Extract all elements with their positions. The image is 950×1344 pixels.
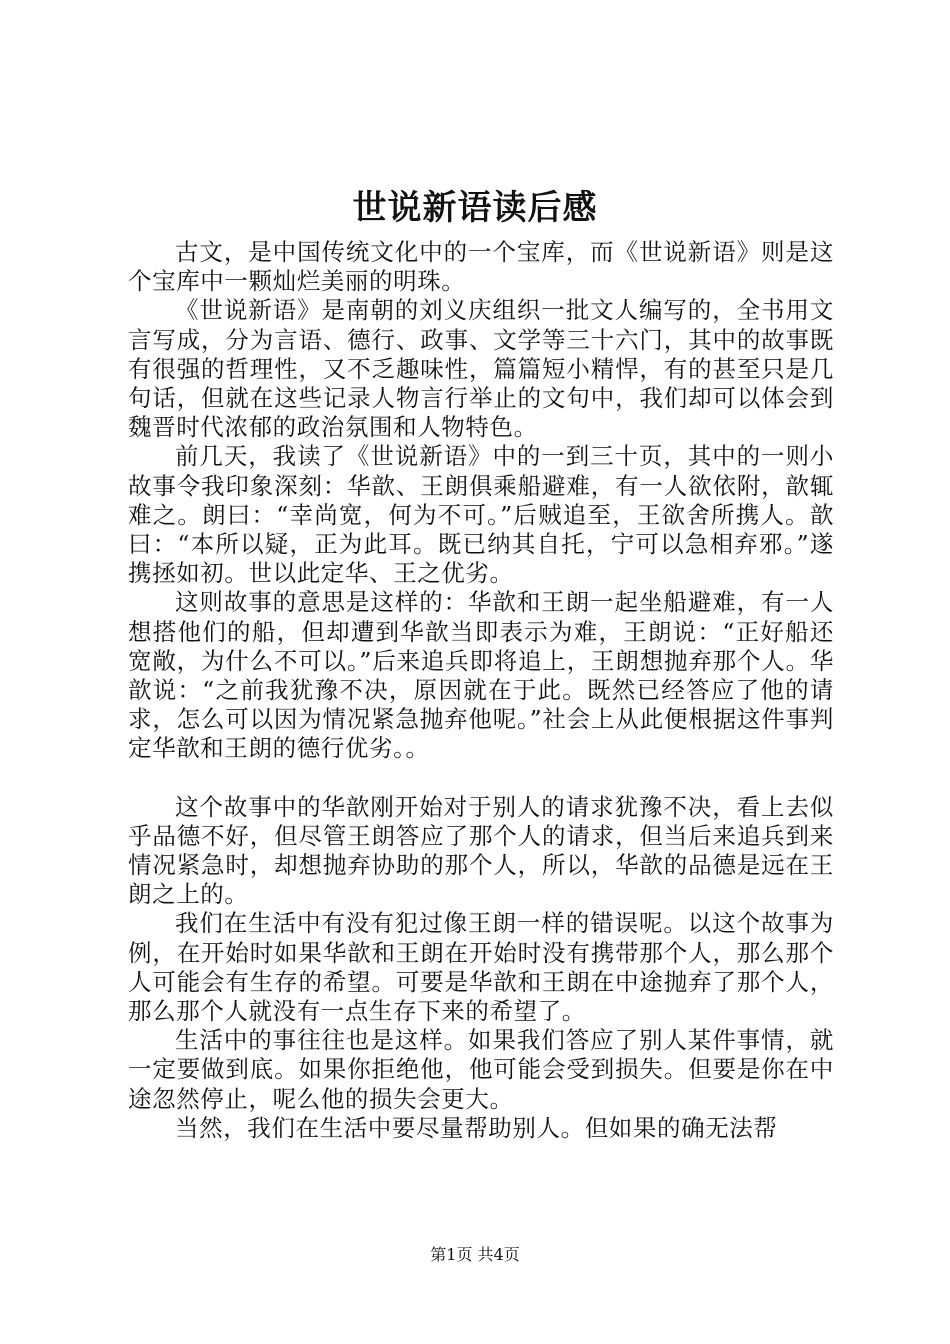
document-title: 世说新语读后感 (352, 188, 598, 228)
paragraph-6: 我们在生活中有没有犯过像王朗一样的错误呢。以这个故事为例，在开始时如果华歆和王朗在开始时没有携带那个人，那么那个人可能会有生存的希望。可要是华歆和王朗在中途抛弃了那个人，那么那个人就没有一点生存下来的希望了。 (128, 909, 834, 1026)
paragraph-2: 《世说新语》是南朝的刘义庆组织一批文人编写的，全书用文言写成，分为言语、德行、政事、文学等三十六门，其中的故事既有很强的哲理性，又不乏趣味性，篇篇短小精悍，有的甚至只是几句话，但就在这些记录人物言行举止的文句中，我们却可以体会到魏晋时代浓郁的政治氛围和人物特色。 (128, 296, 834, 442)
page-number-footer: 第1页 共4页 (430, 1245, 520, 1264)
paragraph-4: 这则故事的意思是这样的：华歆和王朗一起坐船避难，有一人想搭他们的船，但却遭到华歆当即表示为难，王朗说：“正好船还宽敞，为什么不可以。”后来追兵即将追上，王朗想抛弃那个人。华歆说：“之前我犹豫不决，原因就在于此。既然已经答应了他的请求，怎么可以因为情况紧急抛弃他呢。”社会上从此便根据这件事判定华歆和王朗的德行优劣。。 (128, 588, 834, 763)
paragraph-8: 当然，我们在生活中要尽量帮助别人。但如果的确无法帮 (175, 1113, 778, 1142)
paragraph-1: 古文，是中国传统文化中的一个宝库，而《世说新语》则是这个宝库中一颗灿烂美丽的明珠。 (128, 238, 834, 296)
paragraph-5: 这个故事中的华歆刚开始对于别人的请求犹豫不决，看上去似乎品德不好，但尽管王朗答应了那个人的请求，但当后来追兵到来情况紧急时，却想抛弃协助的那个人，所以，华歆的品德是远在王朗之上的。 (128, 792, 834, 909)
document-body (128, 238, 834, 1143)
paragraph-3: 前几天，我读了《世说新语》中的一到三十页，其中的一则小故事令我印象深刻：华歆、王朗俱乘船避难，有一人欲依附，歆辄难之。朗曰：“幸尚宽，何为不可。”后贼追至，王欲舍所携人。歆曰：“本所以疑，正为此耳。既已纳其自托，宁可以急相弃邪。”遂携拯如初。世以此定华、王之优劣。 (128, 442, 834, 588)
paragraph-7: 生活中的事往往也是这样。如果我们答应了别人某件事情，就一定要做到底。如果你拒绝他，他可能会受到损失。但要是你在中途忽然停止，呢么他的损失会更大。 (128, 1026, 834, 1113)
